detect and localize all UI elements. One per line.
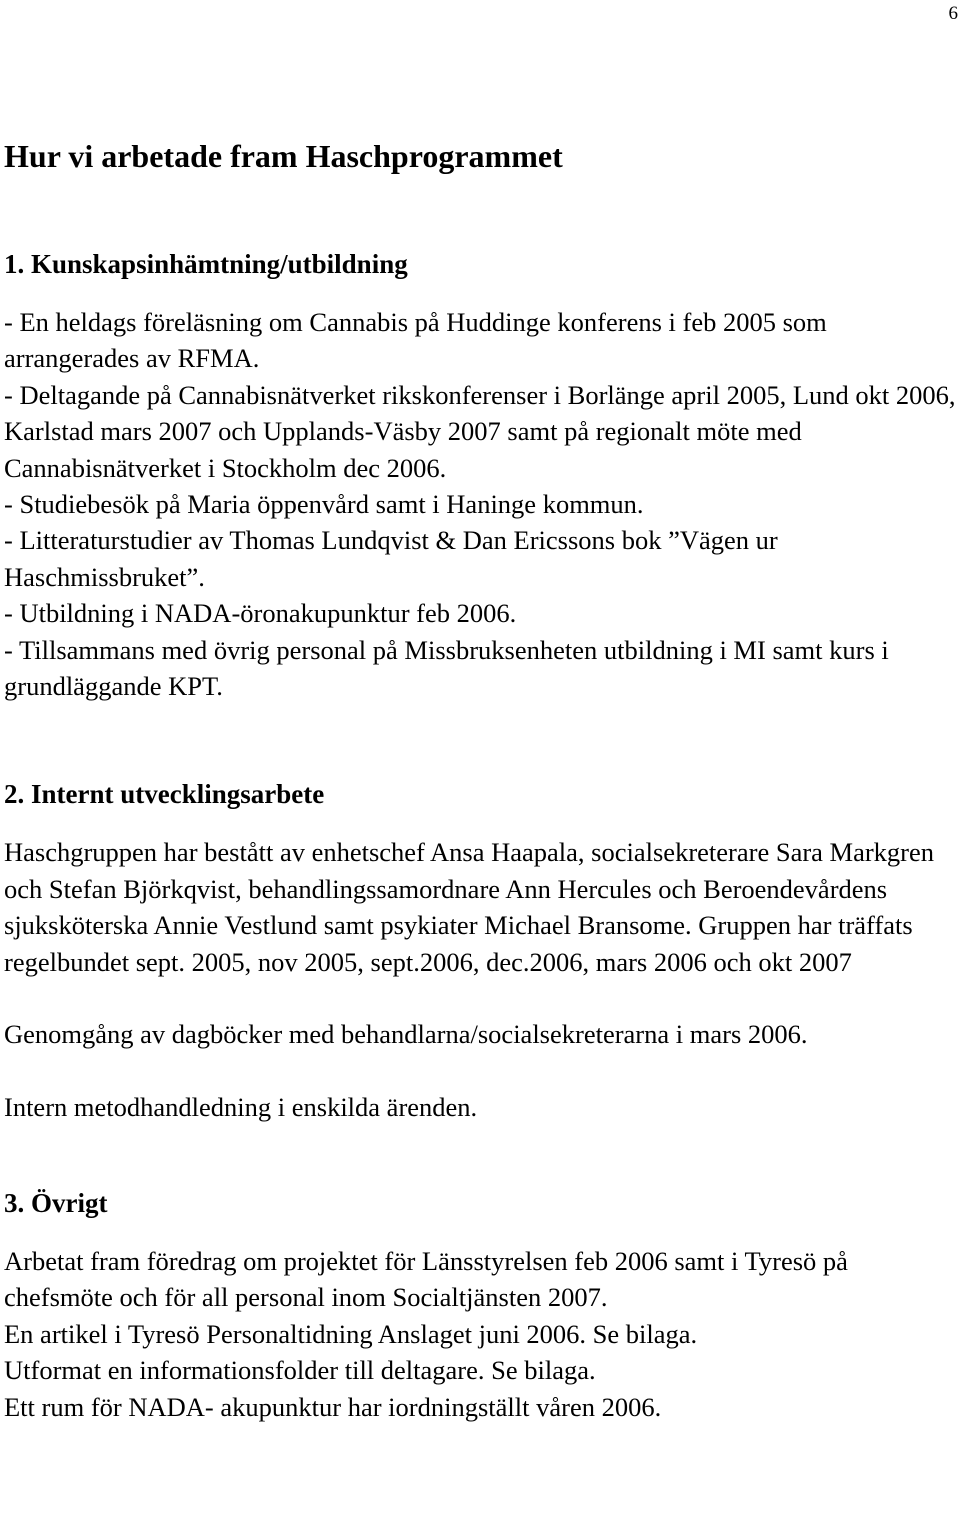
section-heading: 1. Kunskapsinhämtning/utbildning [4,249,408,279]
paragraph: Genomgång av dagböcker med behandlarna/socialsekreterarna i mars 2006. [4,1019,808,1050]
bullet-item: - En heldags föreläsning om Cannabis på Huddinge konferens i feb 2005 som arrangerades av RFMA. [4,307,827,374]
section-heading: 3. Övrigt [4,1187,108,1218]
bullet-item: - Deltagande på Cannabisnätverket rikskonferenser i Borlänge april 2005, Lund okt 2006, Karlstad mars 2007 och Upplands-Väsby 2007 samt på regionalt möte med Cannabisnätverket i Stockholm dec 2006. [4,379,956,483]
paragraph: Arbetat fram föredrag om projektet för Länsstyrelsen feb 2006 samt i Tyresö på chefsmöte och för all personal inom Socialtjänsten 2007. [4,1245,848,1313]
spacer [4,980,956,1016]
bullet-item: - Tillsammans med övrig personal på Missbruksenheten utbildning i MI samt kurs i grundläggande KPT. [4,634,889,702]
document-title: Hur vi arbetade fram Haschprogrammet [4,138,563,174]
spacer [4,704,956,776]
bullet-item: - Utbildning i NADA-öronakupunktur feb 2006. [4,598,517,629]
paragraph: Haschgruppen har bestått av enhetschef Ansa Haapala, socialsekreterare Sara Markgren och Stefan Björkqvist, behandlingssamordnare Ann Hercules och Beroendevårdens sjuksköterska Annie Vestlund samt psykiater Michael Bransome. Gruppen har träffats regelbundet sept. 2005, nov 2005, sept.2006, dec.2006, mars 2006 och okt 2007 [4,837,935,977]
document-body [4,136,956,1425]
bullet-item: - Litteraturstudier av Thomas Lundqvist & Dan Ericssons bok ”Vägen ur Haschmissbruket”. [4,525,778,592]
page-number: 6 [948,3,958,24]
section-heading: 2. Internt utvecklingsarbete [4,779,325,810]
bullet-item: - Studiebesök på Maria öppenvård samt i Haninge kommun. [4,489,644,520]
paragraph: Utformat en informationsfolder till deltagare. Se bilaga. [4,1355,596,1386]
paragraph: Intern metodhandledning i enskilda ärenden. [4,1091,478,1122]
spacer [4,1125,956,1185]
paragraph: Ett rum för NADA- akupunktur har iordningställt våren 2006. [4,1391,662,1422]
section-internt-utvecklingsarbete [4,776,956,1124]
section-ovrigt [4,1185,956,1425]
spacer [4,1053,956,1089]
paragraph: En artikel i Tyresö Personaltidning Anslaget juni 2006. Se bilaga. [4,1318,698,1349]
section-kunskapsinhamtning [4,246,956,704]
